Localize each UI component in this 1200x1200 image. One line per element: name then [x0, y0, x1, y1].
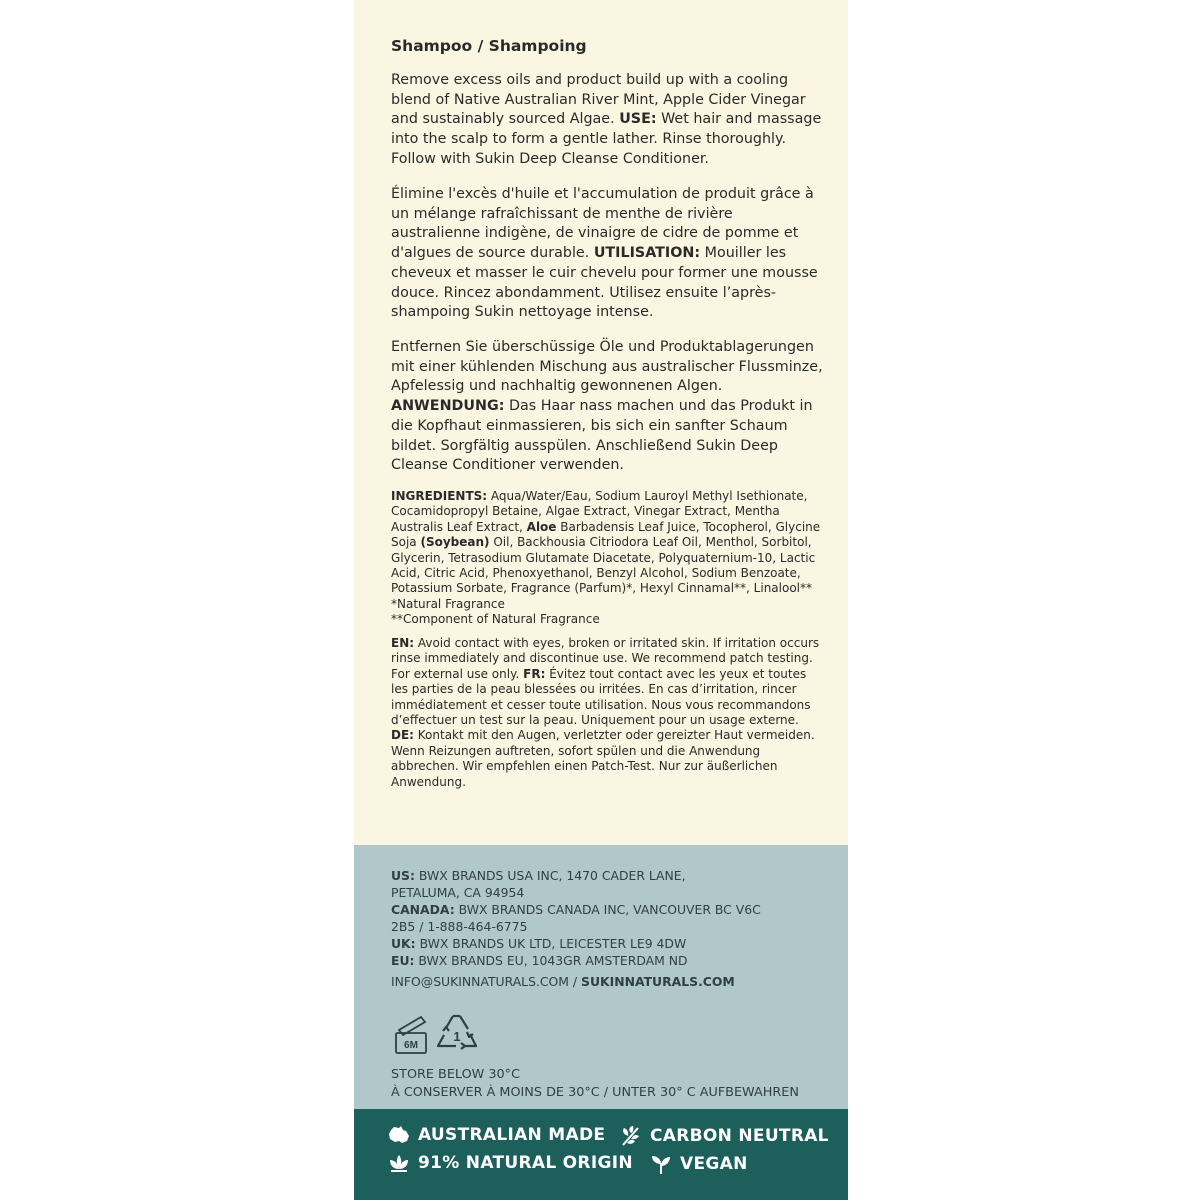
ingredients-label: INGREDIENTS:: [391, 489, 488, 503]
address-eu-label: EU:: [391, 953, 415, 968]
warning-de-label: DE:: [391, 728, 414, 743]
address-uk-label: UK:: [391, 936, 416, 951]
address-eu-text: BWX BRANDS EU, 1043GR AMSTERDAM ND: [414, 953, 688, 968]
ingredients-bold-soybean: (Soybean): [420, 535, 490, 550]
description-section: [354, 0, 848, 845]
description-fr: [391, 185, 823, 323]
address-us-1: [391, 867, 823, 884]
ingredients-bold-aloe: Aloe: [526, 519, 557, 534]
description-en-text: Remove excess oils and product build up with a cooling blend of Native Australian River Mint, Apple Cider Vinegar and sustainably sourced Algae.: [391, 72, 806, 128]
badge-vegan-label: VEGAN: [680, 1154, 748, 1174]
address-us-2: PETALUMA, CA 94954: [391, 885, 525, 900]
description-fr-text: Élimine l'excès d'huile et l'accumulation de produit grâce à un mélange rafraîchissant de menthe de rivière australienne indigène, de vinaigre de cidre de pomme et d'algues de source durable.: [391, 186, 814, 262]
sprout-icon: [650, 1153, 672, 1175]
description-fr-use: Mouiller les cheveux et masser le cuir chevelu pour former une mousse douce. Rincez abondamment. Utilisez ensuite l’après-shampoing Sukin nettoyage intense.: [391, 245, 818, 321]
ingredients-text-2: Barbadensis Leaf Juice, Tocopherol, Glycine Soja: [391, 519, 821, 550]
warning-fr-text: Évitez tout contact avec les yeux et toutes les parties de la peau blessées ou irritées. En cas d’irritation, rincer immédiatement et cesser toute utilisation. Nous vous recommandons d’effectuer un test sur la peau. Uniquement pour un usage externe.: [391, 666, 811, 728]
badge-australian-made-label: AUSTRALIAN MADE: [418, 1125, 606, 1145]
australia-map-icon: [388, 1125, 410, 1145]
description-de-text: Entfernen Sie überschüssige Öle und Produktablagerungen mit einer kühlenden Mischung aus australischer Flussminze, Apfelessig und nachhaltig gewonnenen Algen.: [391, 339, 823, 395]
description-en-use: Wet hair and massage into the scalp to form a gentle lather. Rinse thoroughly. Follow with Sukin Deep Cleanse Conditioner.: [391, 111, 822, 167]
badge-natural-origin: [388, 1153, 633, 1173]
address-eu: [391, 952, 823, 969]
use-label-fr: UTILISATION:: [593, 245, 701, 262]
address-uk-text: BWX BRANDS UK LTD, LEICESTER LE9 4DW: [415, 936, 687, 951]
storage-instructions: [391, 1066, 823, 1101]
badge-carbon-neutral-label: CARBON NEUTRAL: [650, 1126, 829, 1146]
address-uk: [391, 935, 823, 952]
badges: [388, 1125, 828, 1181]
ingredients-note: **Component of Natural Fragrance: [391, 612, 600, 627]
product-title: Shampoo / Shampoing: [391, 37, 587, 55]
description-de: [391, 338, 823, 476]
address-us-label: US:: [391, 868, 415, 883]
warning-fr-label: FR:: [523, 666, 546, 681]
pao-label: 6M: [404, 1040, 418, 1051]
badge-carbon-neutral: [620, 1125, 829, 1147]
leaf-icon: [620, 1125, 642, 1147]
description-de-use: Das Haar nass machen und das Produkt in die Kopfhaut einmassieren, bis sich ein sanfter Schaum bildet. Sorgfältig ausspülen. Anschließend Sukin Deep Cleanse Conditioner verwenden.: [391, 398, 813, 474]
ingredients-text-3: Oil, Backhousia Citriodora Leaf Oil, Menthol, Sorbitol, Glycerin, Tetrasodium Glutamate Diacetate, Polyquaternium-10, Lactic Acid, Citric Acid, Phenoxyethanol, Benzyl Alcohol, Sodium Benzoate, Potassium Sorbate, Fragrance (Parfum)*, Hexyl Cinnamal**, Linalool** *Natural Fragrance: [391, 535, 816, 611]
recycle-code: 1: [453, 1029, 461, 1044]
warning-en-label: EN:: [391, 636, 415, 650]
address-ca-2: 2B5 / 1-888-464-6775: [391, 919, 528, 934]
contact-website: SUKINNATURALS.COM: [581, 974, 735, 989]
storage-line-1: STORE BELOW 30°C: [391, 1067, 521, 1082]
address-ca-label: CANADA:: [391, 902, 455, 917]
ingredients-list: [391, 489, 823, 628]
company-addresses: [391, 867, 823, 990]
storage-line-2: À CONSERVER À MOINS DE 30°C / UNTER 30° C AUFBEWAHREN: [391, 1084, 799, 1100]
ingredients-text-1: Aqua/Water/Eau, Sodium Lauroyl Methyl Isethionate, Cocamidopropyl Betaine, Algae Extract, Vinegar Extract, Mentha Australis Leaf Extract,: [391, 489, 808, 534]
use-label-en: USE:: [619, 111, 657, 128]
badge-vegan: [650, 1153, 748, 1175]
warnings: [391, 636, 823, 790]
warning-de-text: Kontakt mit den Augen, verletzter oder gereizter Haut vermeiden. Wenn Reizungen auftreten, sofort spülen und die Anwendung abbrechen. Wir empfehlen einen Patch-Test. Nur zur äußerlichen Anwendung.: [391, 728, 815, 789]
badge-natural-origin-label: 91% NATURAL ORIGIN: [418, 1153, 633, 1173]
lotus-icon: [388, 1153, 410, 1173]
badge-australian-made: [388, 1125, 605, 1145]
label-panel: [354, 0, 848, 1200]
symbols-svg: [391, 1010, 481, 1056]
address-us-text: BWX BRANDS USA INC, 1470 CADER LANE,: [414, 868, 686, 883]
address-ca-text: BWX BRANDS CANADA INC, VANCOUVER BC V6C: [454, 902, 761, 917]
use-label-de: ANWENDUNG:: [391, 398, 505, 415]
description-en: [391, 71, 823, 170]
packaging-symbols: [391, 1010, 481, 1056]
contact-line: [391, 973, 823, 990]
address-ca-1: [391, 901, 823, 918]
warning-en-text: Avoid contact with eyes, broken or irritated skin. If irritation occurs rinse immediately and discontinue use. We recommend patch testing. For external use only.: [391, 636, 820, 681]
contact-email: INFO@SUKINNATURALS.COM /: [391, 974, 582, 989]
